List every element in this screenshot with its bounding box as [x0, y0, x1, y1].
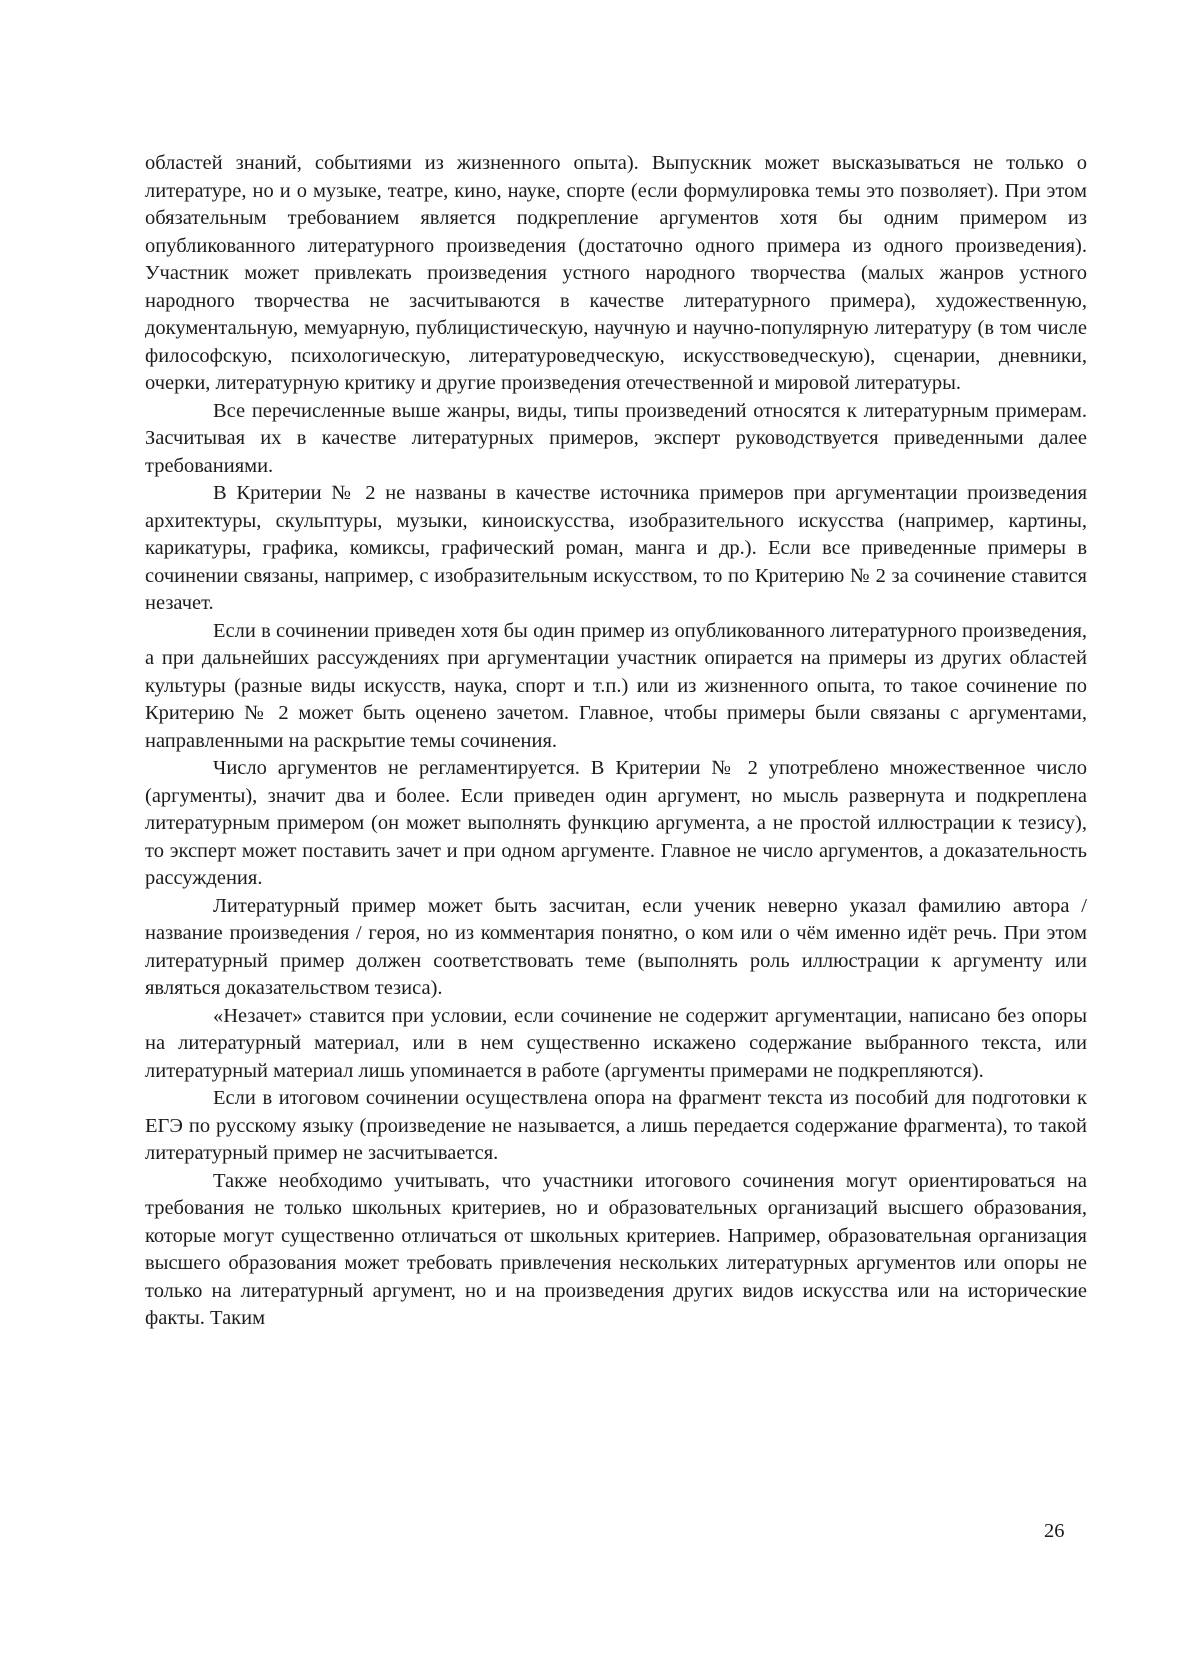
paragraph: Если в итоговом сочинении осуществлена опора на фрагмент текста из пособий для подготовки к ЕГЭ по русскому языку (произведение не называется, а лишь передается содержание фрагмента), то такой литературный пример не засчитывается.	[145, 1087, 1087, 1164]
paragraph: Также необходимо учитывать, что участники итогового сочинения могут ориентироваться на требования не только школьных критериев, но и образовательных организаций высшего образования, которые могут существенно отличаться от школьных критериев. Например, образовательная организация высшего образования может требовать привлечения нескольких литературных аргументов или опоры не только на литературный аргумент, но и на произведения других видов искусства или на исторические факты. Таким	[145, 1169, 1087, 1329]
paragraph-continuation: областей знаний, событиями из жизненного опыта). Выпускник может высказываться не только о литературе, но и о музыке, театре, кино, науке, спорте (если формулировка темы это позволяет). При этом обязательным требованием является подкрепление аргументов хотя бы одним примером из опубликованного литературного произведения (достаточно одного примера из одного произведения). Участник может привлекать произведения устного народного творчества (малых жанров устного народного творчества не засчитываются в качестве литературного примера), художественную, документальную, мемуарную, публицистическую, научную и научно-популярную литературу (в том числе философскую, психологическую, литературоведческую, искусствоведческую), сценарии, дневники, очерки, литературную критику и другие произведения отечественной и мировой литературы.	[145, 152, 1087, 394]
paragraph: Все перечисленные выше жанры, виды, типы произведений относятся к литературным примерам. Засчитывая их в качестве литературных примеров, эксперт руководствуется приведенными далее требованиями.	[145, 399, 1087, 477]
paragraph: «Незачет» ставится при условии, если сочинение не содержит аргументации, написано без опоры на литературный материал, или в нем существенно искажено содержание выбранного текста, или литературный материал лишь упоминается в работе (аргументы примерами не подкрепляются).	[145, 1004, 1087, 1082]
page-number: 26	[1044, 1520, 1065, 1542]
paragraph: Если в сочинении приведен хотя бы один пример из опубликованного литературного произведения, а при дальнейших рассуждениях при аргументации участник опирается на примеры из других областей культуры (разные виды искусств, наука, спорт и т.п.) или из жизненного опыта, то такое сочинение по Критерию № 2 может быть оценено зачетом. Главное, чтобы примеры были связаны с аргументами, направленными на раскрытие темы сочинения.	[145, 619, 1087, 752]
paragraph: В Критерии № 2 не названы в качестве источника примеров при аргументации произведения архитектуры, скульптуры, музыки, киноискусства, изобразительного искусства (например, картины, карикатуры, графика, комиксы, графический роман, манга и др.). Если все приведенные примеры в сочинении связаны, например, с изобразительным искусством, то по Критерию № 2 за сочинение ставится незачет.	[145, 482, 1087, 614]
body-text	[145, 150, 1087, 1333]
paragraph: Литературный пример может быть засчитан, если ученик неверно указал фамилию автора / название произведения / героя, но из комментария понятно, о ком или о чём именно идёт речь. При этом литературный пример должен соответствовать теме (выполнять роль иллюстрации к аргументу или являться доказательством тезиса).	[145, 894, 1087, 999]
paragraph: Число аргументов не регламентируется. В Критерии № 2 употреблено множественное число (аргументы), значит два и более. Если приведен один аргумент, но мысль развернута и подкреплена литературным примером (он может выполнять функцию аргумента, а не простой иллюстрации к тезису), то эксперт может поставить зачет и при одном аргументе. Главное не число аргументов, а доказательность рассуждения.	[145, 757, 1087, 889]
